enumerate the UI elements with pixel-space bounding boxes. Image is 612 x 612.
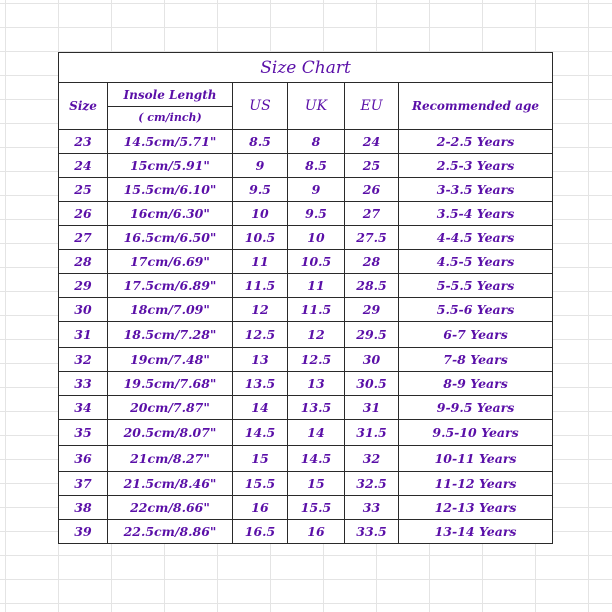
cell-size: 34 (59, 396, 108, 420)
cell-insole-length: 16cm/6.30" (108, 202, 233, 226)
cell-uk: 11 (288, 274, 345, 298)
header-insole-title: Insole Length (123, 87, 217, 102)
cell-us: 9.5 (233, 178, 288, 202)
cell-size: 29 (59, 274, 108, 298)
table-row (59, 154, 553, 178)
table-row (59, 322, 553, 348)
cell-recommended-age: 7-8 Years (399, 348, 553, 372)
cell-recommended-age: 9-9.5 Years (399, 396, 553, 420)
cell-insole-length: 21.5cm/8.46" (108, 472, 233, 496)
cell-uk: 16 (288, 520, 345, 544)
table-row (59, 130, 553, 154)
table-row (59, 178, 553, 202)
header-insole-length (108, 83, 233, 130)
cell-eu: 31 (345, 396, 399, 420)
cell-us: 16.5 (233, 520, 288, 544)
cell-size: 36 (59, 446, 108, 472)
cell-us: 9 (233, 154, 288, 178)
cell-uk: 9.5 (288, 202, 345, 226)
header-eu: EU (345, 83, 399, 130)
cell-us: 13 (233, 348, 288, 372)
cell-us: 11.5 (233, 274, 288, 298)
cell-insole-length: 19cm/7.48" (108, 348, 233, 372)
cell-uk: 14 (288, 420, 345, 446)
size-chart (58, 52, 552, 544)
table-row (59, 202, 553, 226)
cell-eu: 24 (345, 130, 399, 154)
cell-recommended-age: 9.5-10 Years (399, 420, 553, 446)
cell-eu: 31.5 (345, 420, 399, 446)
cell-insole-length: 18cm/7.09" (108, 298, 233, 322)
cell-size: 28 (59, 250, 108, 274)
cell-size: 39 (59, 520, 108, 544)
cell-size: 25 (59, 178, 108, 202)
cell-eu: 27 (345, 202, 399, 226)
chart-title: Size Chart (59, 53, 553, 83)
table-row (59, 496, 553, 520)
cell-recommended-age: 2.5-3 Years (399, 154, 553, 178)
cell-size: 26 (59, 202, 108, 226)
cell-uk: 12.5 (288, 348, 345, 372)
cell-recommended-age: 3.5-4 Years (399, 202, 553, 226)
cell-us: 16 (233, 496, 288, 520)
table-row (59, 274, 553, 298)
header-us: US (233, 83, 288, 130)
cell-uk: 15 (288, 472, 345, 496)
cell-size: 33 (59, 372, 108, 396)
table-row (59, 472, 553, 496)
cell-recommended-age: 4-4.5 Years (399, 226, 553, 250)
table-row (59, 226, 553, 250)
cell-size: 37 (59, 472, 108, 496)
cell-size: 31 (59, 322, 108, 348)
header-size: Size (59, 83, 108, 130)
header-row (59, 83, 553, 130)
table-row (59, 298, 553, 322)
cell-insole-length: 19.5cm/7.68" (108, 372, 233, 396)
cell-us: 15.5 (233, 472, 288, 496)
cell-eu: 32.5 (345, 472, 399, 496)
cell-size: 30 (59, 298, 108, 322)
cell-insole-length: 15cm/5.91" (108, 154, 233, 178)
cell-size: 23 (59, 130, 108, 154)
header-uk: UK (288, 83, 345, 130)
cell-eu: 28 (345, 250, 399, 274)
cell-insole-length: 17cm/6.69" (108, 250, 233, 274)
cell-insole-length: 15.5cm/6.10" (108, 178, 233, 202)
cell-us: 15 (233, 446, 288, 472)
table-row (59, 250, 553, 274)
cell-us: 8.5 (233, 130, 288, 154)
cell-uk: 13 (288, 372, 345, 396)
table-row (59, 396, 553, 420)
cell-eu: 32 (345, 446, 399, 472)
cell-insole-length: 21cm/8.27" (108, 446, 233, 472)
cell-recommended-age: 2-2.5 Years (399, 130, 553, 154)
cell-uk: 15.5 (288, 496, 345, 520)
cell-recommended-age: 10-11 Years (399, 446, 553, 472)
cell-us: 13.5 (233, 372, 288, 396)
cell-size: 38 (59, 496, 108, 520)
title-row (59, 53, 553, 83)
size-chart-table (58, 52, 553, 544)
cell-uk: 14.5 (288, 446, 345, 472)
cell-us: 12 (233, 298, 288, 322)
cell-eu: 26 (345, 178, 399, 202)
cell-size: 35 (59, 420, 108, 446)
cell-insole-length: 20cm/7.87" (108, 396, 233, 420)
cell-insole-length: 22.5cm/8.86" (108, 520, 233, 544)
cell-eu: 33 (345, 496, 399, 520)
cell-recommended-age: 8-9 Years (399, 372, 553, 396)
cell-recommended-age: 3-3.5 Years (399, 178, 553, 202)
table-row (59, 348, 553, 372)
cell-eu: 28.5 (345, 274, 399, 298)
cell-uk: 11.5 (288, 298, 345, 322)
cell-recommended-age: 5.5-6 Years (399, 298, 553, 322)
cell-insole-length: 14.5cm/5.71" (108, 130, 233, 154)
table-row (59, 520, 553, 544)
cell-size: 24 (59, 154, 108, 178)
cell-uk: 9 (288, 178, 345, 202)
cell-eu: 27.5 (345, 226, 399, 250)
cell-insole-length: 17.5cm/6.89" (108, 274, 233, 298)
cell-uk: 8.5 (288, 154, 345, 178)
cell-size: 32 (59, 348, 108, 372)
cell-uk: 10 (288, 226, 345, 250)
cell-size: 27 (59, 226, 108, 250)
header-insole-unit: ( cm/inch) (138, 110, 202, 124)
size-rows (59, 130, 553, 544)
table-row (59, 446, 553, 472)
cell-uk: 10.5 (288, 250, 345, 274)
cell-recommended-age: 11-12 Years (399, 472, 553, 496)
cell-insole-length: 20.5cm/8.07" (108, 420, 233, 446)
cell-recommended-age: 13-14 Years (399, 520, 553, 544)
header-insole-divider (108, 106, 232, 107)
cell-eu: 33.5 (345, 520, 399, 544)
cell-uk: 8 (288, 130, 345, 154)
cell-recommended-age: 5-5.5 Years (399, 274, 553, 298)
cell-recommended-age: 4.5-5 Years (399, 250, 553, 274)
cell-recommended-age: 6-7 Years (399, 322, 553, 348)
cell-us: 10 (233, 202, 288, 226)
header-recommended-age: Recommended age (399, 83, 553, 130)
table-row (59, 372, 553, 396)
cell-insole-length: 18.5cm/7.28" (108, 322, 233, 348)
cell-us: 10.5 (233, 226, 288, 250)
cell-recommended-age: 12-13 Years (399, 496, 553, 520)
cell-us: 11 (233, 250, 288, 274)
cell-eu: 25 (345, 154, 399, 178)
cell-us: 14.5 (233, 420, 288, 446)
table-row (59, 420, 553, 446)
cell-eu: 30 (345, 348, 399, 372)
cell-insole-length: 22cm/8.66" (108, 496, 233, 520)
cell-uk: 13.5 (288, 396, 345, 420)
cell-eu: 29 (345, 298, 399, 322)
cell-us: 14 (233, 396, 288, 420)
cell-insole-length: 16.5cm/6.50" (108, 226, 233, 250)
cell-eu: 30.5 (345, 372, 399, 396)
cell-eu: 29.5 (345, 322, 399, 348)
cell-us: 12.5 (233, 322, 288, 348)
cell-uk: 12 (288, 322, 345, 348)
